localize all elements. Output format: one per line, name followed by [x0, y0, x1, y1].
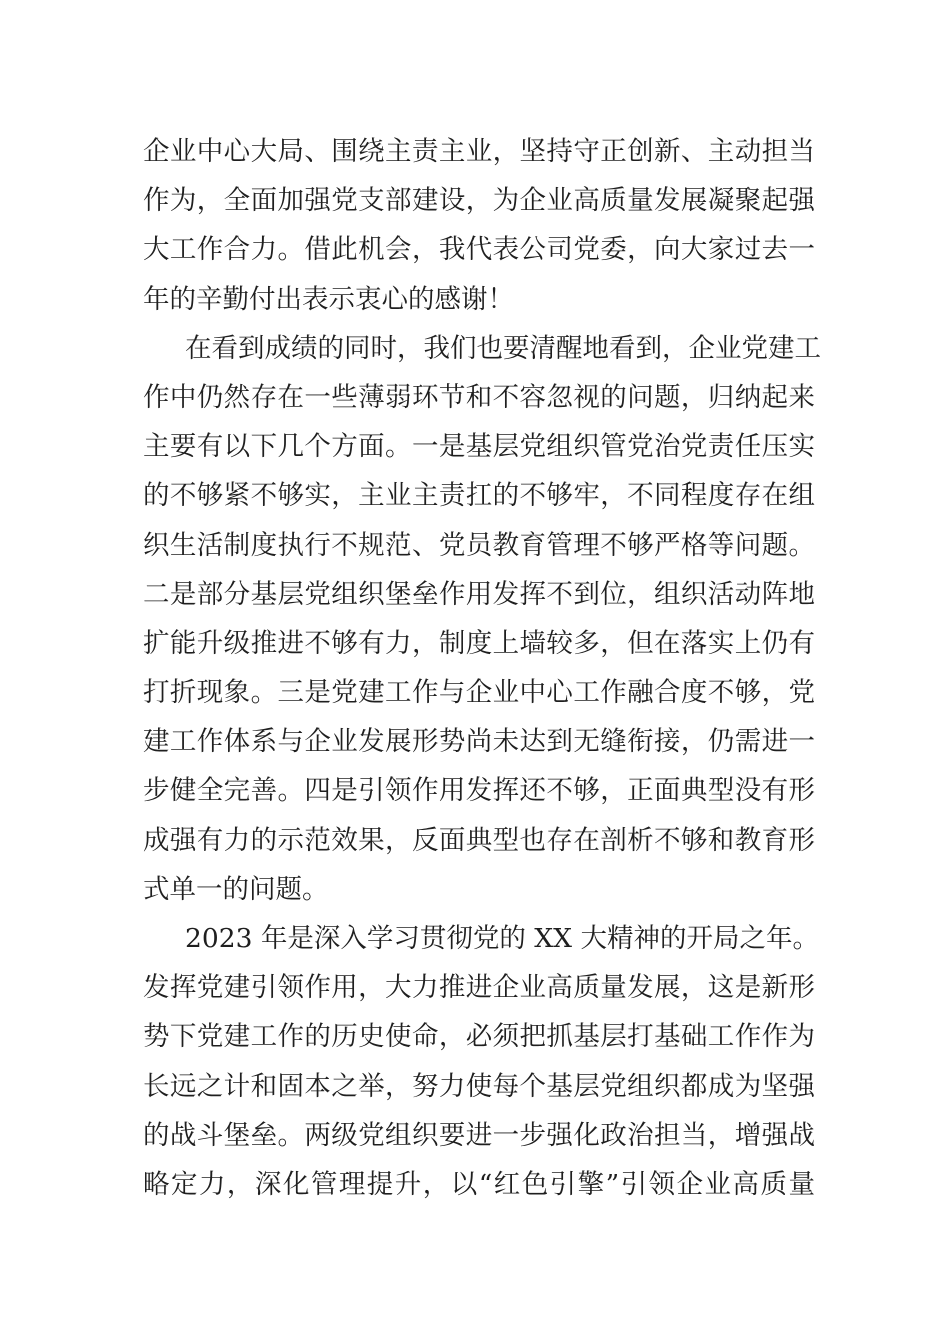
text-line: 大工作合力。借此机会，我代表公司党委，向大家过去一 [143, 234, 815, 266]
text-line: 的战斗堡垒。两级党组织要进一步强化政治担当，增强战 [143, 1119, 815, 1151]
document-body [143, 127, 821, 1209]
text-line: 在看到成绩的同时，我们也要清醒地看到，企业党建工 [185, 332, 821, 364]
text-line: 发挥党建引领作用，大力推进企业高质量发展，这是新形 [143, 972, 815, 1004]
text-line: 成强有力的示范效果，反面典型也存在剖析不够和教育形 [143, 824, 815, 856]
text-line: 式单一的问题。 [143, 873, 329, 905]
text-line: 主要有以下几个方面。一是基层党组织管党治党责任压实 [143, 431, 815, 463]
text-line: 的不够紧不够实，主业主责扛的不够牢，不同程度存在组 [143, 480, 815, 512]
text-line: 年的辛勤付出表示衷心的感谢！ [143, 283, 514, 315]
text-line: 建工作体系与企业发展形势尚未达到无缝衔接，仍需进一 [143, 726, 815, 758]
text-line: 略定力，深化管理提升，以“红色引擎”引领企业高质量 [143, 1168, 815, 1200]
text-line: 织生活制度执行不规范、党员教育管理不够严格等问题。 [143, 529, 815, 561]
text-line: 2023 年是深入学习贯彻党的 XX 大精神的开局之年。 [185, 923, 819, 954]
text-line: 长远之计和固本之举，努力使每个基层党组织都成为坚强 [143, 1070, 815, 1102]
text-line: 作为，全面加强党支部建设，为企业高质量发展凝聚起强 [143, 185, 815, 217]
text-line: 企业中心大局、围绕主责主业，坚持守正创新、主动担当 [143, 136, 815, 167]
text-line: 打折现象。三是党建工作与企业中心工作融合度不够，党 [143, 677, 815, 709]
text-line: 势下党建工作的历史使命，必须把抓基层打基础工作作为 [143, 1021, 815, 1053]
text-line: 扩能升级推进不够有力，制度上墙较多，但在落实上仍有 [143, 627, 815, 659]
text-line: 步健全完善。四是引领作用发挥还不够，正面典型没有形 [143, 775, 815, 807]
text-line: 作中仍然存在一些薄弱环节和不容忽视的问题，归纳起来 [143, 381, 815, 413]
text-line: 二是部分基层党组织堡垒作用发挥不到位，组织活动阵地 [143, 578, 815, 610]
